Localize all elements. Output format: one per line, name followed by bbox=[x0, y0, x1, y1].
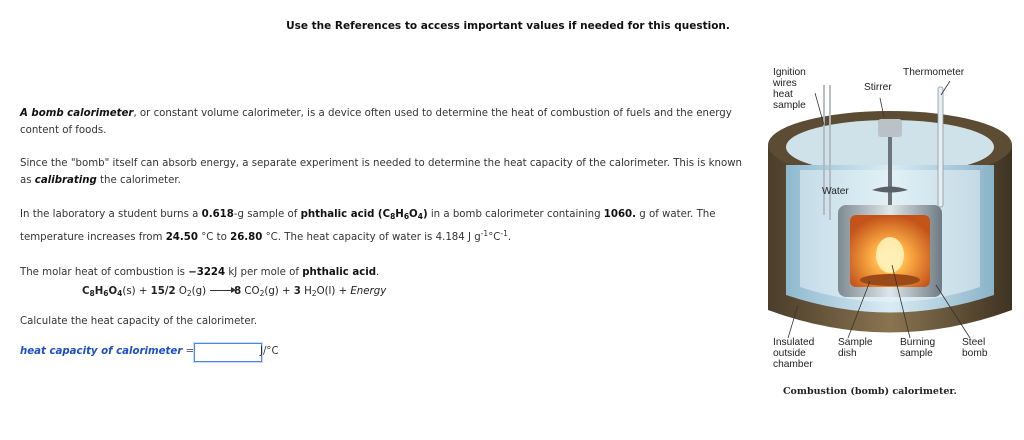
molar-heat-paragraph: The molar heat of combustion is −3224 kJ per mole of phthalic acid. bbox=[20, 267, 380, 278]
figure-caption: Combustion (bomb) calorimeter. bbox=[783, 386, 957, 397]
stirrer-rod bbox=[888, 135, 892, 205]
answer-row bbox=[20, 346, 279, 357]
label-ignition-wires: Ignition wires heat sample bbox=[773, 67, 806, 111]
combustion-equation: $C_8H_6O_4(s) + 15/2$ $O_2(g)$ 8 $CO_2(g) + 3$ $H_2O(l)$ + Energy bbox=[82, 286, 387, 298]
intro-paragraph: A bomb calorimeter, or constant volume calorimeter, is a device often used to determine the heat of combustion of fuels and the energy content of foods. bbox=[20, 108, 732, 136]
label-steel-bomb: Steel bomb bbox=[962, 337, 988, 359]
label-stirrer: Stirrer bbox=[864, 82, 892, 93]
calibration-paragraph: Since the "bomb" itself can absorb energy, a separate experiment is needed to determine the heat capacity of the calorimeter. This is known as calibrating the calorimeter. bbox=[20, 158, 743, 186]
reaction-arrow-icon bbox=[210, 290, 234, 291]
label-water: Water bbox=[822, 186, 849, 197]
label-thermometer: Thermometer bbox=[903, 67, 965, 78]
question-prompt: Calculate the heat capacity of the calorimeter. bbox=[20, 316, 258, 327]
stirrer-motor bbox=[878, 119, 902, 137]
compound-name: phthalic acid $(C_8H_6O_4)$ bbox=[300, 209, 428, 221]
bomb-calorimeter-term: A bomb calorimeter bbox=[20, 108, 134, 119]
experiment-paragraph: In the laboratory a student burns a 0.618-g sample of phthalic acid $(C_8H_6O_4)$ in a bomb calorimeter containing 1060. g of water. The temperature increases from 24.50 °C to 26.80 °C. The heat capacity of water is 4.184 J $g^{-1}^\circ C^{-1}$. bbox=[20, 209, 716, 243]
equals-sign: = bbox=[185, 346, 195, 357]
thermometer-rod bbox=[938, 87, 943, 207]
answer-label: heat capacity of calorimeter bbox=[20, 346, 183, 357]
label-sample-dish: Sample dish bbox=[838, 337, 873, 359]
heat-capacity-input[interactable] bbox=[194, 343, 262, 362]
label-burning-sample: Burning sample bbox=[900, 337, 936, 359]
answer-unit: J/°C bbox=[260, 346, 279, 357]
references-note: Use the References to access important values if needed for this question. bbox=[286, 20, 730, 32]
label-insulated-chamber: Insulated outside chamber bbox=[773, 337, 815, 370]
bomb-calorimeter-diagram bbox=[760, 55, 1020, 440]
calibrating-term: calibrating bbox=[34, 175, 97, 186]
